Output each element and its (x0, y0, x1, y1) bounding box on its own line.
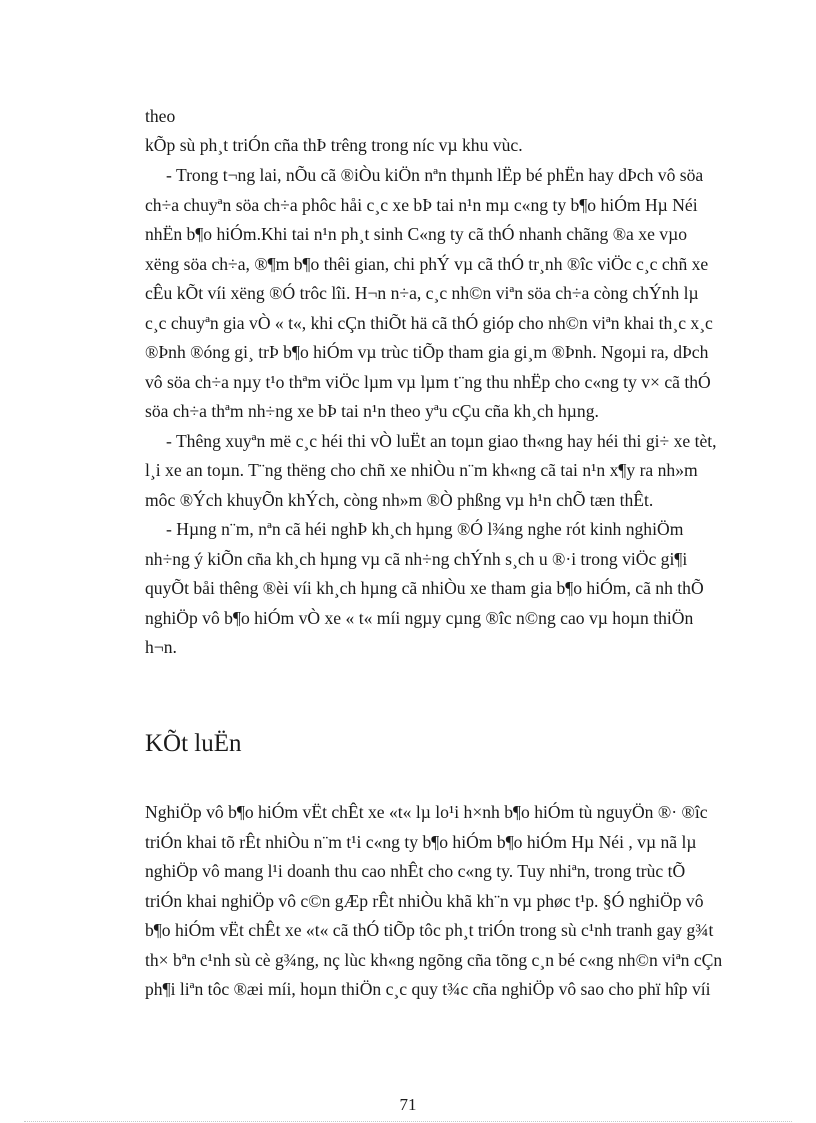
paragraph-line: - Hµng n¨m, nªn cã héi nghÞ kh¸ch hµng ®Ó l¾ng nghe rót kinh nghiÖm (166, 519, 684, 539)
paragraph-line: th× bªn c¹nh sù cè g¾ng, nç lùc kh«ng ngõng cña tõng c¸n bé c«ng nh©n viªn cÇn (145, 950, 723, 970)
paragraph-line: ch÷a chuyªn söa ch÷a phôc håi c¸c xe bÞ tai n¹n mµ c«ng ty b¶o hiÓm Hµ Néi (145, 195, 698, 215)
paragraph-line: kÕp sù ph¸t triÓn cña thÞ trêng trong níc vµ khu vùc. (145, 135, 523, 155)
paragraph-line: triÓn khai nghiÖp vô c©n gÆp rÊt nhiÒu khã kh¨n vµ phøc t¹p. §Ó nghiÖp vô (145, 891, 704, 911)
paragraph-line: nhËn b¶o hiÓm.Khi tai n¹n ph¸t sinh C«ng ty cã thÓ nhanh chãng ®a xe vµo (145, 224, 688, 244)
paragraph-line: quyÕt båi thêng ®èi víi kh¸ch hµng cã nhiÒu xe tham gia b¶o hiÓm, cã nh thÕ (145, 578, 704, 598)
page-number: 71 (399, 1095, 417, 1114)
paragraph-line: ®Þnh ®óng gi¸ trÞ b¶o hiÓm vµ trùc tiÕp tham gia gi¸m ®Þnh. Ngoµi ra, dÞch (145, 342, 709, 362)
paragraph-line: nh÷ng ý kiÕn cña kh¸ch hµng vµ cã nh÷ng chÝnh s¸ch u ®·i trong viÖc gi¶i (145, 549, 688, 569)
paragraph-line: h¬n. (145, 637, 177, 657)
paragraph-line: xëng söa ch÷a, ®¶m b¶o thêi gian, chi phÝ vµ cã thÓ tr¸nh ®îc viÖc c¸c chñ xe (145, 254, 709, 274)
paragraph-line: nghiÖp vô b¶o hiÓm vÒ xe « t« míi ngµy cµng ®îc n©ng cao vµ hoµn thiÖn (145, 608, 694, 628)
paragraph-line: theo (145, 106, 176, 126)
paragraph-line: cÊu kÕt víi xëng ®Ó trôc lîi. H¬n n÷a, c¸c nh©n viªn söa ch÷a còng chÝnh lµ (145, 283, 699, 303)
paragraph-line: môc ®Ých khuyÕn khÝch, còng nh»m ®Ò phßng vµ h¹n chÕ tæn thÊt. (145, 490, 654, 510)
paragraph-line: triÓn khai tõ rÊt nhiÒu n¨m t¹i c«ng ty b¶o hiÓm b¶o hiÓm Hµ Néi , vµ nã lµ (145, 832, 697, 852)
paragraph-line: nghiÖp vô mang l¹i doanh thu cao nhÊt cho c«ng ty. Tuy nhiªn, trong trùc tÕ (145, 861, 686, 881)
footer-divider (24, 1121, 792, 1122)
paragraph-line: b¶o hiÓm vËt chÊt xe «t« cã thÓ tiÕp tôc ph¸t triÓn trong sù c¹nh tranh gay g¾t (145, 920, 714, 940)
paragraph-line: vô söa ch÷a nµy t¹o thªm viÖc lµm vµ lµm t¨ng thu nhËp cho c«ng ty v× cã thÓ (145, 372, 711, 392)
paragraph-line: söa ch÷a thªm nh÷ng xe bÞ tai n¹n theo yªu cÇu cña kh¸ch hµng. (145, 401, 599, 421)
paragraph-line: - Thêng xuyªn më c¸c héi thi vÒ luËt an toµn giao th«ng hay héi thi gi÷ xe tèt, (166, 431, 717, 451)
paragraph-line: c¸c chuyªn gia vÒ « t«, khi cÇn thiÕt hä cã thÓ gióp cho nh©n viªn khai th¸c x¸c (145, 313, 713, 333)
paragraph-line: - Trong t¬ng lai, nÕu cã ®iÒu kiÖn nªn thµnh lËp bé phËn hay dÞch vô söa (166, 165, 704, 185)
paragraph-line: ph¶i liªn tôc ®æi míi, hoµn thiÖn c¸c quy t¾c cña nghiÖp vô sao cho phï hîp víi (145, 979, 711, 999)
section-heading: KÕt luËn (145, 730, 242, 757)
paragraph-line: NghiÖp vô b¶o hiÓm vËt chÊt xe «t« lµ lo¹i h×nh b¶o hiÓm tù nguyÖn ®· ®îc (145, 802, 708, 822)
paragraph-line: l¸i xe an toµn. T¨ng thëng cho chñ xe nhiÒu n¨m kh«ng cã tai n¹n x¶y ra nh»m (145, 460, 698, 480)
